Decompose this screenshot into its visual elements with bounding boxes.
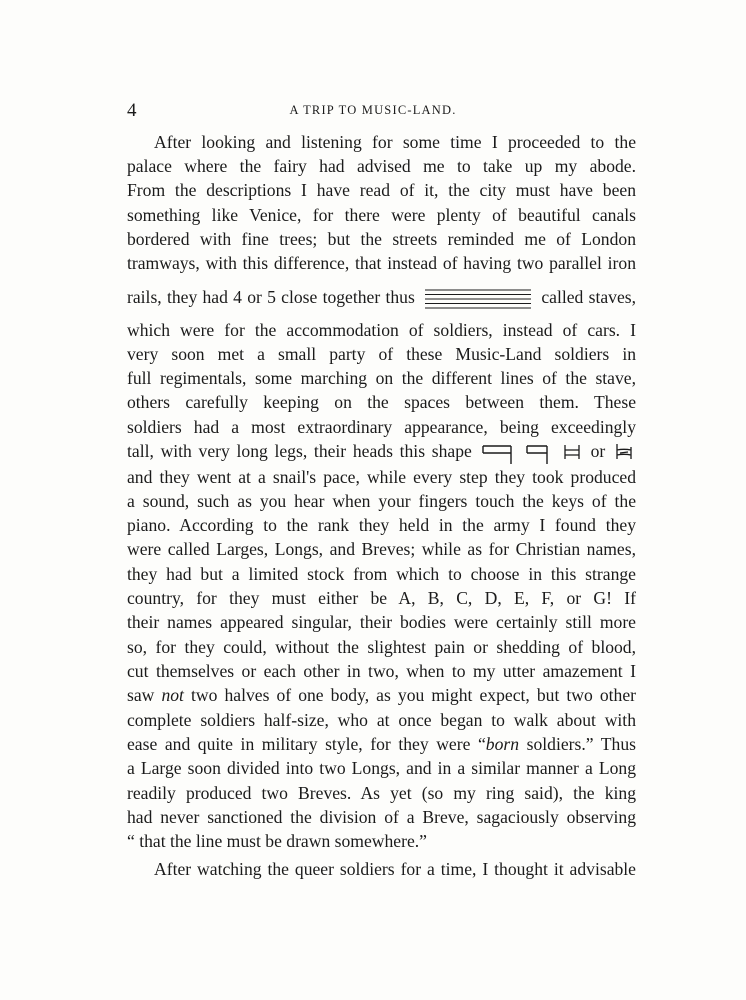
text-line: very soon met a small party of these Music-Land soldiers in (127, 344, 636, 364)
text-line: country, for they must either be A, B, C, D, E, F, or G! If (127, 588, 636, 608)
text-line: they had but a limited stock from which to choose in this strange (127, 564, 636, 584)
text-segment: ease and quite in military style, for they were “ (127, 734, 486, 754)
text-line: so, for they could, without the slightest pain or shedding of blood, (127, 637, 636, 657)
text-segment: two halves of one body, as you might expect, but two other (191, 685, 637, 705)
text-line: complete soldiers half-size, who at once began to walk about with (127, 710, 636, 730)
text-segment: soldiers.” Thus (526, 734, 636, 754)
text-line: piano. According to the rank they held in the army I found they (127, 515, 636, 535)
text-line: full regimentals, some marching on the different lines of the stave, (127, 368, 636, 388)
text-line: After looking and listening for some time I proceeded to the (154, 132, 636, 152)
text-line: readily produced two Breves. As yet (so my ring said), the king (127, 783, 636, 803)
text-line: had never sanctioned the division of a Breve, sagaciously observing (127, 807, 636, 827)
text-segment: rails, they had 4 or 5 close together thus (127, 287, 415, 307)
text-segment: called staves, (541, 287, 636, 307)
text-line: cut themselves or each other in two, when to my utter amazement I (127, 661, 636, 681)
text-segment: saw (127, 685, 155, 705)
text-line: were called Larges, Longs, and Breves; while as for Christian names, (127, 539, 636, 559)
page-number: 4 (127, 100, 137, 121)
text-line-with-staff (127, 286, 636, 311)
text-line-with-note-heads (127, 440, 636, 465)
text-line: others carefully keeping on the spaces between them. These (127, 392, 636, 412)
text-segment: tall, with very long legs, their heads this shape (127, 441, 472, 461)
text-line: their names appeared singular, their bodies were certainly still more (127, 612, 636, 632)
text-line-with-emphasis (127, 733, 636, 755)
text-line: a sound, such as you hear when your fingers touch the keys of the (127, 491, 636, 511)
emphasis-born: born (485, 734, 520, 754)
emphasis-not: not (161, 685, 184, 705)
running-title: A TRIP TO MUSIC-LAND. (289, 103, 457, 117)
text-line: something like Venice, for there were plenty of beautiful canals (127, 205, 636, 225)
text-line: “ that the line must be drawn somewhere.” (127, 831, 427, 851)
text-segment: or (590, 441, 606, 461)
text-line: bordered with fine trees; but the streets reminded me of London (127, 229, 636, 249)
large-icon (481, 441, 515, 465)
text-line: tramways, with this difference, that instead of having two parallel iron (127, 253, 636, 273)
text-line: soldiers had a most extraordinary appearance, being exceedingly (127, 417, 636, 437)
long-icon (525, 441, 551, 465)
text-line: palace where the fairy had advised me to take up my abode. (127, 156, 636, 176)
text-line: From the descriptions I have read of it, the city must have been (127, 180, 636, 200)
text-line: and they went at a snail's pace, while every step they took produced (127, 467, 636, 487)
staff-lines-icon (423, 287, 533, 311)
text-line: which were for the accommodation of soldiers, instead of cars. I (127, 320, 636, 340)
text-line: After watching the queer soldiers for a time, I thought it advisable (154, 859, 636, 879)
text-line: a Large soon divided into two Longs, and in a similar manner a Long (127, 758, 636, 778)
breve-alt-icon (614, 441, 634, 465)
breve-icon (562, 441, 582, 465)
text-line-with-emphasis (127, 684, 636, 706)
